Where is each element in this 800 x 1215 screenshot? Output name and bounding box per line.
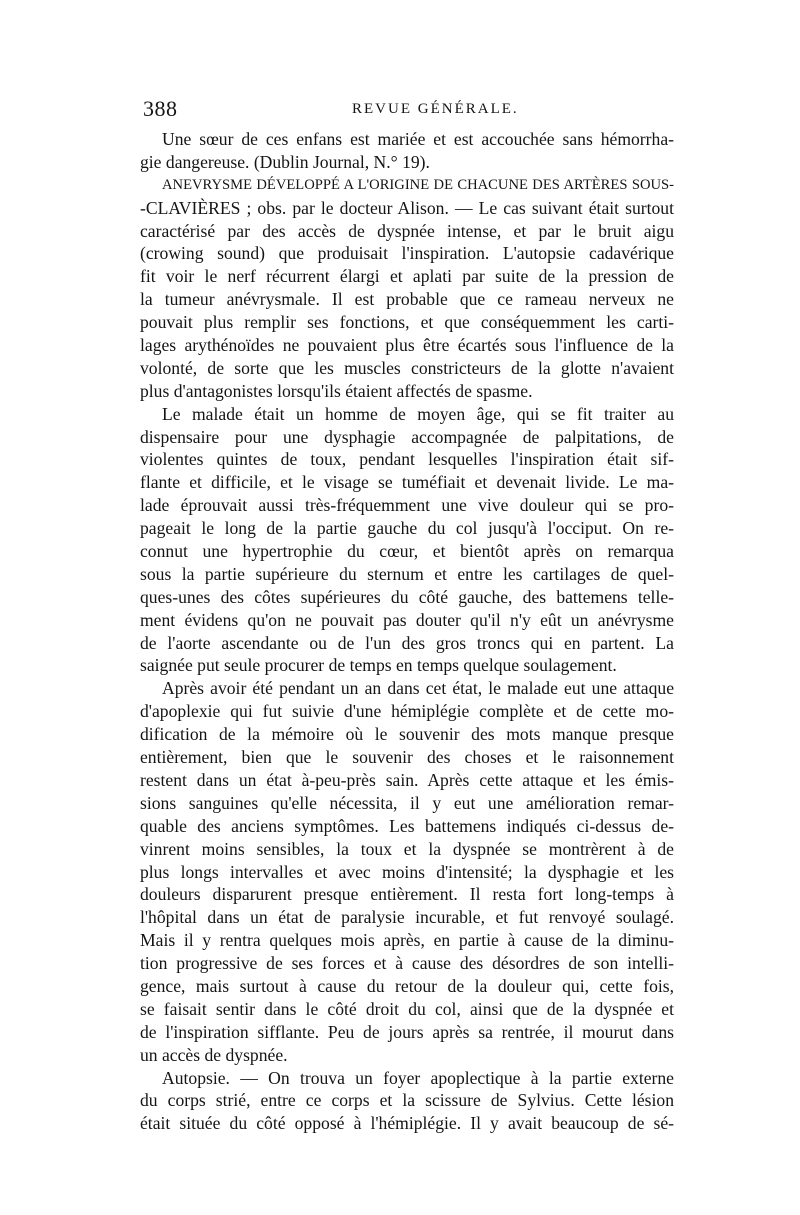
text-line: connut une hypertrophie du cœur, et bientôt après on remarqua [140,541,674,562]
text-line: un accès de dyspnée. [140,1044,288,1065]
text-line: Le malade était un homme de moyen âge, qui se fit traiter au [162,403,674,424]
text-line: (crowing sound) que produisait l'inspiration. L'autopsie cadavérique [140,243,674,264]
text-line: entièrement, bien que le souvenir des choses et le raisonnement [140,747,674,768]
text-line: tion progressive de ses forces et à cause des désordres de son intelli- [140,953,674,974]
page-number: 388 [143,96,178,121]
text-line: l'hôpital dans un état de paralysie incurable, et fut renvoyé soulagé. [140,907,674,928]
text-line: plus d'antagonistes lorsqu'ils étaient affectés de spasme. [140,380,533,401]
text-line: quable des anciens symptômes. Les battemens indiqués ci-dessus de- [140,815,674,836]
text-line: d'apoplexie qui fut suivie d'une hémiplégie complète et de cette mo- [140,701,674,722]
text-line: violentes quintes de toux, pendant lesquelles l'inspiration était sif- [140,449,674,470]
text-line: sous la partie supérieure du sternum et entre les cartilages de quel- [140,563,674,584]
text-line: flante et difficile, et le visage se tuméfiait et devenait livide. Le ma- [140,472,674,493]
text-line: du corps strié, entre ce corps et la scissure de Sylvius. Cette lésion [140,1090,674,1111]
text-line: pouvait plus remplir ses fonctions, et que conséquemment les carti- [140,312,674,333]
text-line: dispensaire pour une dysphagie accompagnée de palpitations, de [140,426,674,447]
text-line: de l'aorte ascendante ou de l'un des gros troncs qui en partent. La [140,632,674,653]
text-line: Une sœur de ces enfans est mariée et est accouchée sans hémorrha- [162,129,674,149]
text-line: dification de la mémoire où le souvenir des mots manque presque [140,724,674,745]
text-line: plus longs intervalles et avec moins d'intensité; la dysphagie et les [140,861,674,882]
text-line: caractérisé par des accès de dyspnée intense, et par le bruit aigu [140,220,674,241]
text-line: vinrent moins sensibles, la toux et la dyspnée se montrèrent à de [140,838,674,859]
text-line: saignée put seule procurer de temps en temps quelque soulagement. [140,655,617,676]
text-line: la tumeur anévrysmale. Il est probable que ce rameau nerveux ne [140,289,674,310]
text-line: lade éprouvait aussi très-fréquemment une vive douleur qui se pro- [140,495,674,516]
text-line: se faisait sentir dans le côté droit du col, ainsi que de la dyspnée et [140,998,674,1019]
text-line: Autopsie. — On trouva un foyer apoplectique à la partie externe [162,1067,674,1088]
text-line: ques-unes des côtes supérieures du côté gauche, des battemens telle- [140,586,674,607]
text-line: -CLAVIÈRES ; obs. par le docteur Alison. — Le cas suivant était surtout [140,197,674,218]
text-line: lages arythénoïdes ne pouvaient plus être écartés sous l'influence de la [140,335,674,356]
text-line: Mais il y rentra quelques mois après, en partie à cause de la diminu- [140,930,674,951]
text-line: Après avoir été pendant un an dans cet état, le malade eut une attaque [162,678,674,699]
text-line: fit voir le nerf récurrent élargi et aplati par suite de la pression de [140,266,674,287]
text-line: de l'inspiration sifflante. Peu de jours après sa rentrée, il mourut dans [140,1021,674,1042]
text-line: ment évidens qu'on ne pouvait pas douter qu'il n'y eût un anévrysme [140,609,674,630]
text-line: était située du côté opposé à l'hémiplégie. Il y avait beaucoup de sé- [140,1113,674,1134]
text-line: pageait le long de la partie gauche du col jusqu'à l'occiput. On re- [140,518,674,539]
text-line: ANEVRYSME DÉVELOPPÉ A L'ORIGINE DE CHACUNE DES ARTÈRES SOUS- [162,176,674,193]
text-line: gence, mais surtout à cause du retour de la douleur qui, cette fois, [140,975,674,996]
running-head: REVUE GÉNÉRALE. [352,101,519,117]
body-text [140,128,674,1135]
text-line: douleurs disparurent presque entièrement. Il resta fort long-temps à [140,884,674,905]
text-line: gie dangereuse. (Dublin Journal, N.° 19). [140,151,430,172]
text-line: restent dans un état à-peu-près sain. Après cette attaque et les émis- [140,769,674,790]
text-line: sions sanguines qu'elle nécessita, il y eut une amélioration remar- [140,792,674,813]
text-line: volonté, de sorte que les muscles constricteurs de la glotte n'avaient [140,357,674,378]
